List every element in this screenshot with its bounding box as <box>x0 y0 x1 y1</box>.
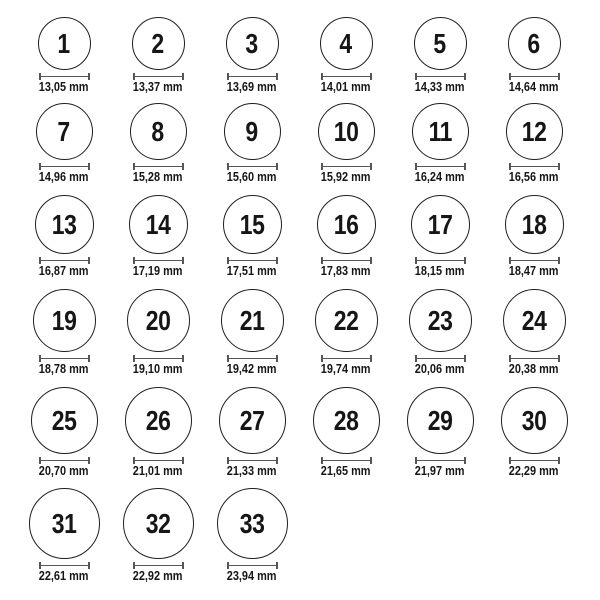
diameter-label: 16,56 mm <box>509 169 559 184</box>
dimension-line-bar <box>41 260 88 262</box>
dimension-line-bar <box>229 260 276 262</box>
ring-size-number: 8 <box>151 115 165 147</box>
ring-circle <box>407 387 474 454</box>
ring-circle <box>123 488 194 559</box>
diameter-label: 23,94 mm <box>227 568 277 583</box>
dimension-line-bar <box>135 260 182 262</box>
ring-size-cell <box>205 103 299 183</box>
ring-circle <box>127 289 190 352</box>
ring-size-cell <box>299 289 393 375</box>
ring-size-cell <box>487 17 581 93</box>
ring-size-number: 21 <box>239 304 265 336</box>
ring-circle <box>132 17 185 70</box>
diameter-label: 15,60 mm <box>227 169 277 184</box>
ring-size-number: 7 <box>57 115 71 147</box>
dimension-line-bar <box>229 166 276 168</box>
diameter-label: 13,05 mm <box>39 79 89 94</box>
ring-size-cell <box>299 103 393 183</box>
dimension-line-bar <box>41 166 88 168</box>
dimension-line-bar <box>323 358 370 360</box>
ring-circle <box>36 103 93 160</box>
diameter-label: 13,69 mm <box>227 79 277 94</box>
dimension-line-bar <box>41 76 88 78</box>
ring-size-number: 32 <box>145 507 171 539</box>
ring-circle <box>501 387 568 454</box>
dimension-line-bar <box>511 358 558 360</box>
dimension-line-bar <box>417 260 464 262</box>
diameter-label: 22,29 mm <box>509 463 559 478</box>
ring-size-number: 14 <box>145 208 171 240</box>
ring-row-4 <box>17 277 581 375</box>
ring-size-number: 26 <box>145 404 171 436</box>
dimension-line-bar <box>511 460 558 462</box>
dimension-line-bar <box>135 76 182 78</box>
diameter-label: 14,64 mm <box>509 79 559 94</box>
dimension-line-bar <box>417 358 464 360</box>
ring-size-cell <box>393 195 487 277</box>
dimension-line-bar <box>135 166 182 168</box>
ring-size-number: 13 <box>51 208 77 240</box>
ring-size-number: 15 <box>239 208 265 240</box>
ring-size-number: 9 <box>245 115 259 147</box>
ring-circle <box>38 17 91 70</box>
dimension-line-bar <box>511 166 558 168</box>
diameter-label: 22,61 mm <box>39 568 89 583</box>
diameter-label: 13,37 mm <box>133 79 183 94</box>
ring-size-cell <box>111 387 205 477</box>
ring-circle <box>130 103 187 160</box>
ring-circle <box>409 289 472 352</box>
ring-size-number: 24 <box>521 304 547 336</box>
ring-size-cell <box>205 387 299 477</box>
diameter-label: 14,01 mm <box>321 79 371 94</box>
ring-size-number: 18 <box>521 208 547 240</box>
ring-circle <box>503 289 566 352</box>
ring-circle <box>29 488 100 559</box>
ring-circle <box>217 488 288 559</box>
ring-row-1 <box>17 0 581 93</box>
ring-size-number: 16 <box>333 208 359 240</box>
ring-size-cell <box>111 488 205 582</box>
dimension-line-bar <box>511 76 558 78</box>
diameter-label: 21,33 mm <box>227 463 277 478</box>
ring-row-5 <box>17 375 581 477</box>
diameter-label: 14,96 mm <box>39 169 89 184</box>
dimension-line-bar <box>323 260 370 262</box>
ring-circle <box>411 195 470 254</box>
ring-size-cell <box>487 387 581 477</box>
diameter-label: 17,83 mm <box>321 263 371 278</box>
ring-size-cell <box>487 103 581 183</box>
ring-size-number: 12 <box>521 115 547 147</box>
dimension-line-bar <box>41 358 88 360</box>
ring-size-cell <box>393 17 487 93</box>
dimension-line-bar <box>41 460 88 462</box>
ring-row-3 <box>17 183 581 277</box>
ring-size-number: 33 <box>239 507 265 539</box>
ring-size-cell <box>299 17 393 93</box>
ring-size-number: 2 <box>151 27 165 59</box>
diameter-label: 14,33 mm <box>415 79 465 94</box>
ring-size-number: 1 <box>57 27 71 59</box>
ring-size-cell <box>393 387 487 477</box>
diameter-label: 19,74 mm <box>321 361 371 376</box>
ring-size-cell <box>393 103 487 183</box>
ring-size-number: 19 <box>51 304 77 336</box>
ring-size-cell <box>111 103 205 183</box>
ring-size-cell <box>17 195 111 277</box>
dimension-line-bar <box>229 460 276 462</box>
ring-size-number: 22 <box>333 304 359 336</box>
ring-size-number: 5 <box>433 27 447 59</box>
diameter-label: 18,47 mm <box>509 263 559 278</box>
dimension-line-bar <box>417 460 464 462</box>
ring-size-number: 4 <box>339 27 353 59</box>
ring-size-number: 11 <box>428 115 452 147</box>
ring-size-cell <box>17 289 111 375</box>
diameter-label: 21,65 mm <box>321 463 371 478</box>
ring-size-cell <box>17 17 111 93</box>
ring-size-number: 3 <box>245 27 259 59</box>
diameter-label: 18,15 mm <box>415 263 465 278</box>
dimension-line-bar <box>323 460 370 462</box>
diameter-label: 19,42 mm <box>227 361 277 376</box>
ring-circle <box>412 103 469 160</box>
ring-circle <box>506 103 563 160</box>
diameter-label: 20,38 mm <box>509 361 559 376</box>
ring-circle <box>223 195 282 254</box>
ring-size-number: 10 <box>333 115 359 147</box>
diameter-label: 15,92 mm <box>321 169 371 184</box>
ring-size-number: 25 <box>51 404 77 436</box>
ring-circle <box>315 289 378 352</box>
diameter-label: 15,28 mm <box>133 169 183 184</box>
ring-size-number: 30 <box>521 404 547 436</box>
ring-row-2 <box>17 93 581 183</box>
ring-circle <box>414 17 467 70</box>
ring-size-cell <box>111 195 205 277</box>
ring-circle <box>320 17 373 70</box>
ring-circle <box>226 17 279 70</box>
ring-circle <box>31 387 98 454</box>
dimension-line-bar <box>135 565 182 567</box>
diameter-label: 20,70 mm <box>39 463 89 478</box>
ring-size-grid <box>17 0 581 582</box>
ring-size-number: 17 <box>427 208 453 240</box>
ring-circle <box>317 195 376 254</box>
dimension-line-bar <box>229 565 276 567</box>
diameter-label: 22,92 mm <box>133 568 183 583</box>
ring-size-cell <box>299 195 393 277</box>
ring-row-6 <box>17 477 581 582</box>
dimension-line-bar <box>229 358 276 360</box>
dimension-line-bar <box>417 76 464 78</box>
ring-size-number: 6 <box>527 27 541 59</box>
ring-circle <box>129 195 188 254</box>
ring-circle <box>508 17 561 70</box>
ring-circle <box>318 103 375 160</box>
dimension-line-bar <box>41 565 88 567</box>
dimension-line-bar <box>323 76 370 78</box>
ring-circle <box>125 387 192 454</box>
ring-size-cell <box>17 488 111 582</box>
ring-circle <box>221 289 284 352</box>
ring-size-cell <box>205 488 299 582</box>
ring-circle <box>224 103 281 160</box>
ring-size-number: 23 <box>427 304 453 336</box>
ring-size-cell <box>299 387 393 477</box>
ring-size-cell <box>17 387 111 477</box>
dimension-line-bar <box>417 166 464 168</box>
dimension-line-bar <box>229 76 276 78</box>
ring-circle <box>505 195 564 254</box>
ring-size-cell <box>111 289 205 375</box>
diameter-label: 20,06 mm <box>415 361 465 376</box>
dimension-line-bar <box>135 460 182 462</box>
diameter-label: 17,19 mm <box>133 263 183 278</box>
ring-size-cell <box>205 289 299 375</box>
ring-size-number: 28 <box>333 404 359 436</box>
diameter-label: 17,51 mm <box>227 263 277 278</box>
diameter-label: 21,97 mm <box>415 463 465 478</box>
ring-size-cell <box>487 195 581 277</box>
ring-size-number: 27 <box>239 404 265 436</box>
diameter-label: 21,01 mm <box>133 463 183 478</box>
ring-circle <box>219 387 286 454</box>
diameter-label: 19,10 mm <box>133 361 183 376</box>
dimension-line-bar <box>323 166 370 168</box>
dimension-line-bar <box>511 260 558 262</box>
ring-circle <box>313 387 380 454</box>
ring-circle <box>33 289 96 352</box>
ring-size-cell <box>111 17 205 93</box>
diameter-label: 16,87 mm <box>39 263 89 278</box>
dimension-line-bar <box>135 358 182 360</box>
ring-circle <box>35 195 94 254</box>
ring-size-cell <box>205 195 299 277</box>
ring-size-number: 20 <box>145 304 171 336</box>
ring-size-number: 31 <box>51 507 77 539</box>
diameter-label: 18,78 mm <box>39 361 89 376</box>
ring-size-cell <box>205 17 299 93</box>
ring-size-cell <box>393 289 487 375</box>
diameter-label: 16,24 mm <box>415 169 465 184</box>
ring-size-cell <box>17 103 111 183</box>
ring-size-cell <box>487 289 581 375</box>
ring-size-number: 29 <box>427 404 453 436</box>
